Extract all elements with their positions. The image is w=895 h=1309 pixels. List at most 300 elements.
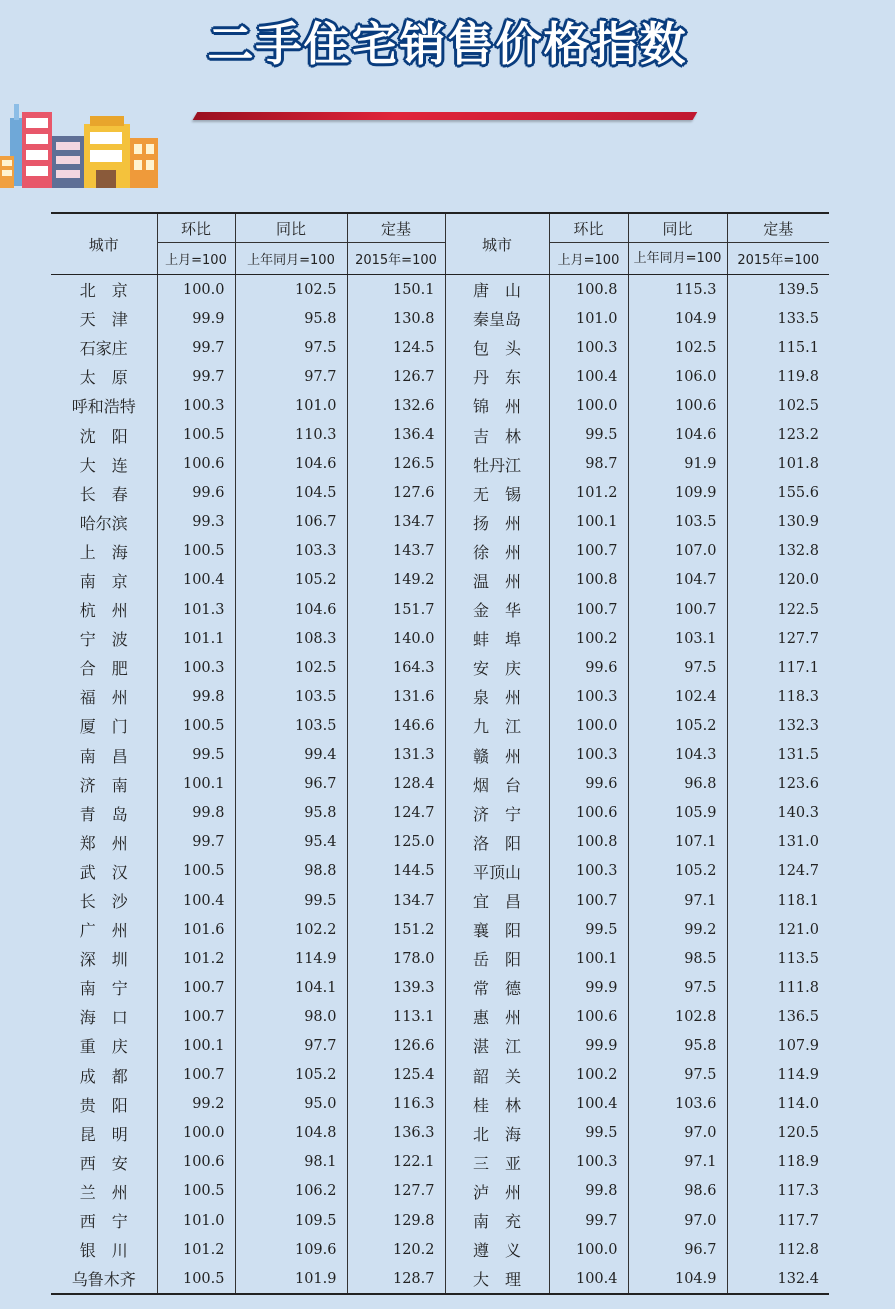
city-name-right: 惠 州 [445, 1002, 549, 1031]
yoy-value-right: 96.8 [628, 770, 727, 799]
mom-value-right: 100.4 [549, 362, 628, 391]
yoy-value-left: 108.3 [235, 624, 347, 653]
base-value-left: 151.7 [347, 595, 445, 624]
city-name-right: 包 头 [445, 333, 549, 362]
mom-value-left: 100.5 [157, 857, 235, 886]
base-value-left: 128.7 [347, 1264, 445, 1294]
mom-value-right: 99.8 [549, 1177, 628, 1206]
city-name-left: 合 肥 [79, 659, 128, 679]
mom-value-left: 99.6 [157, 479, 235, 508]
base-value-right: 131.5 [727, 741, 829, 770]
base-value-right: 113.5 [727, 944, 829, 973]
mom-value-left: 100.0 [157, 275, 235, 305]
yoy-value-left: 98.8 [235, 857, 347, 886]
yoy-value-right: 97.1 [628, 1148, 727, 1177]
base-value-left: 132.6 [347, 391, 445, 420]
subheader-yoy-left: 上年同月=100 [235, 243, 347, 275]
city-name-right: 九 江 [445, 711, 549, 740]
mom-value-left: 99.7 [157, 828, 235, 857]
city-name-left: 银 川 [79, 1241, 128, 1261]
table-row [51, 1264, 829, 1294]
city-name-left: 昆 明 [79, 1124, 128, 1144]
base-value-left: 178.0 [347, 944, 445, 973]
city-name-right: 蚌 埠 [445, 624, 549, 653]
base-value-left: 134.7 [347, 508, 445, 537]
yoy-value-right: 100.7 [628, 595, 727, 624]
mom-value-left: 101.0 [157, 1206, 235, 1235]
table-row [51, 450, 829, 479]
yoy-value-left: 102.5 [235, 275, 347, 305]
table-row [51, 799, 829, 828]
accent-divider-bar [193, 112, 698, 120]
yoy-value-right: 105.2 [628, 711, 727, 740]
table-row [51, 1061, 829, 1090]
table-row [51, 857, 829, 886]
base-value-left: 143.7 [347, 537, 445, 566]
yoy-value-left: 109.6 [235, 1235, 347, 1264]
subheader-mom-right: 上月=100 [549, 243, 628, 275]
city-name-left: 南 京 [79, 571, 128, 591]
yoy-value-left: 102.5 [235, 653, 347, 682]
base-value-right: 127.7 [727, 624, 829, 653]
city-name-right: 徐 州 [445, 537, 549, 566]
base-value-left: 149.2 [347, 566, 445, 595]
city-name-left: 贵 阳 [79, 1095, 128, 1115]
table-row [51, 624, 829, 653]
yoy-value-left: 95.8 [235, 799, 347, 828]
base-value-left: 116.3 [347, 1090, 445, 1119]
mom-value-right: 100.2 [549, 624, 628, 653]
header-mom-left: 环比 [157, 213, 235, 243]
city-name-right: 金 华 [445, 595, 549, 624]
table-row [51, 566, 829, 595]
yoy-value-left: 103.5 [235, 682, 347, 711]
city-name-left: 太 原 [79, 368, 128, 388]
yoy-value-left: 105.2 [235, 1061, 347, 1090]
base-value-left: 124.5 [347, 333, 445, 362]
base-value-right: 132.8 [727, 537, 829, 566]
base-value-left: 129.8 [347, 1206, 445, 1235]
base-value-right: 140.3 [727, 799, 829, 828]
mom-value-right: 100.1 [549, 508, 628, 537]
base-value-left: 125.0 [347, 828, 445, 857]
base-value-right: 118.1 [727, 886, 829, 915]
city-name-left: 长 春 [79, 484, 128, 504]
subheader-yoy-right: 上年同月=100 [628, 243, 727, 275]
mom-value-left: 101.1 [157, 624, 235, 653]
base-value-right: 117.7 [727, 1206, 829, 1235]
mom-value-right: 99.5 [549, 1119, 628, 1148]
city-name-right: 泉 州 [445, 682, 549, 711]
mom-value-left: 100.7 [157, 973, 235, 1002]
yoy-value-right: 104.6 [628, 420, 727, 449]
city-name-left: 重 庆 [79, 1037, 128, 1057]
mom-value-left: 100.5 [157, 420, 235, 449]
city-name-right: 襄 阳 [445, 915, 549, 944]
city-name-left: 北 京 [79, 281, 128, 301]
mom-value-right: 99.5 [549, 915, 628, 944]
yoy-value-right: 107.0 [628, 537, 727, 566]
city-name-right: 温 州 [445, 566, 549, 595]
mom-value-right: 100.6 [549, 799, 628, 828]
city-name-right: 吉 林 [445, 420, 549, 449]
table-row [51, 711, 829, 740]
city-name-right: 韶 关 [445, 1061, 549, 1090]
mom-value-left: 99.8 [157, 799, 235, 828]
yoy-value-right: 104.9 [628, 304, 727, 333]
table-row [51, 1031, 829, 1060]
yoy-value-right: 98.5 [628, 944, 727, 973]
yoy-value-right: 104.7 [628, 566, 727, 595]
yoy-value-left: 109.5 [235, 1206, 347, 1235]
base-value-right: 114.0 [727, 1090, 829, 1119]
mom-value-right: 101.0 [549, 304, 628, 333]
table-body [51, 275, 829, 1295]
table-row [51, 828, 829, 857]
mom-value-right: 100.6 [549, 1002, 628, 1031]
table-row [51, 1119, 829, 1148]
table-row [51, 741, 829, 770]
base-value-right: 118.9 [727, 1148, 829, 1177]
mom-value-right: 100.3 [549, 333, 628, 362]
yoy-value-left: 104.6 [235, 595, 347, 624]
mom-value-left: 99.2 [157, 1090, 235, 1119]
city-name-left: 兰 州 [79, 1182, 128, 1202]
header-base-right: 定基 [727, 213, 829, 243]
table-row [51, 1235, 829, 1264]
city-name-left: 石家庄 [79, 339, 128, 359]
mom-value-right: 100.3 [549, 857, 628, 886]
base-value-right: 131.0 [727, 828, 829, 857]
city-name-left: 厦 门 [79, 717, 128, 737]
city-name-left: 宁 波 [79, 630, 128, 650]
base-value-right: 117.3 [727, 1177, 829, 1206]
base-value-left: 131.3 [347, 741, 445, 770]
base-value-left: 150.1 [347, 275, 445, 305]
mom-value-left: 100.3 [157, 653, 235, 682]
yoy-value-right: 97.5 [628, 973, 727, 1002]
table-row [51, 886, 829, 915]
mom-value-left: 100.0 [157, 1119, 235, 1148]
yoy-value-left: 99.5 [235, 886, 347, 915]
yoy-value-left: 98.0 [235, 1002, 347, 1031]
base-value-left: 131.6 [347, 682, 445, 711]
city-name-left: 天 津 [79, 310, 128, 330]
city-name-left: 杭 州 [79, 601, 128, 621]
mom-value-right: 100.7 [549, 537, 628, 566]
mom-value-left: 100.4 [157, 886, 235, 915]
yoy-value-left: 104.1 [235, 973, 347, 1002]
table-row [51, 915, 829, 944]
city-name-left: 哈尔滨 [79, 513, 128, 533]
table-row [51, 304, 829, 333]
table-row [51, 770, 829, 799]
base-value-left: 126.6 [347, 1031, 445, 1060]
mom-value-left: 99.9 [157, 304, 235, 333]
table-row [51, 537, 829, 566]
mom-value-right: 99.9 [549, 1031, 628, 1060]
page-title: 二手住宅销售价格指数 [207, 17, 688, 71]
city-name-left: 上 海 [79, 542, 128, 562]
city-name-right: 扬 州 [445, 508, 549, 537]
base-value-right: 132.4 [727, 1264, 829, 1294]
mom-value-left: 100.4 [157, 566, 235, 595]
yoy-value-left: 104.8 [235, 1119, 347, 1148]
city-name-right: 宜 昌 [445, 886, 549, 915]
yoy-value-right: 97.5 [628, 653, 727, 682]
city-name-right: 北 海 [445, 1119, 549, 1148]
base-value-right: 121.0 [727, 915, 829, 944]
table-row [51, 1177, 829, 1206]
table-row [51, 391, 829, 420]
city-name-left: 大 连 [79, 455, 128, 475]
base-value-left: 127.7 [347, 1177, 445, 1206]
base-value-left: 124.7 [347, 799, 445, 828]
yoy-value-right: 115.3 [628, 275, 727, 305]
mom-value-left: 100.1 [157, 1031, 235, 1060]
base-value-right: 112.8 [727, 1235, 829, 1264]
base-value-right: 111.8 [727, 973, 829, 1002]
yoy-value-right: 103.5 [628, 508, 727, 537]
base-value-right: 139.5 [727, 275, 829, 305]
base-value-left: 113.1 [347, 1002, 445, 1031]
mom-value-right: 100.4 [549, 1090, 628, 1119]
mom-value-right: 100.0 [549, 711, 628, 740]
mom-value-left: 100.6 [157, 1148, 235, 1177]
yoy-value-right: 106.0 [628, 362, 727, 391]
city-name-left: 西 安 [79, 1153, 128, 1173]
mom-value-left: 100.5 [157, 1264, 235, 1294]
yoy-value-right: 95.8 [628, 1031, 727, 1060]
base-value-right: 155.6 [727, 479, 829, 508]
mom-value-right: 100.4 [549, 1264, 628, 1294]
city-buildings-illustration [0, 98, 170, 190]
mom-value-left: 101.6 [157, 915, 235, 944]
base-value-left: 136.4 [347, 420, 445, 449]
subheader-mom-left: 上月=100 [157, 243, 235, 275]
yoy-value-right: 107.1 [628, 828, 727, 857]
mom-value-left: 100.3 [157, 391, 235, 420]
base-value-left: 134.7 [347, 886, 445, 915]
yoy-value-left: 103.3 [235, 537, 347, 566]
city-name-right: 平顶山 [445, 857, 549, 886]
city-name-right: 遵 义 [445, 1235, 549, 1264]
base-value-right: 102.5 [727, 391, 829, 420]
yoy-value-left: 95.0 [235, 1090, 347, 1119]
mom-value-right: 100.8 [549, 275, 628, 305]
base-value-right: 132.3 [727, 711, 829, 740]
mom-value-right: 100.3 [549, 682, 628, 711]
table-row [51, 1002, 829, 1031]
yoy-value-right: 97.1 [628, 886, 727, 915]
yoy-value-right: 99.2 [628, 915, 727, 944]
base-value-left: 140.0 [347, 624, 445, 653]
yoy-value-right: 102.5 [628, 333, 727, 362]
city-name-right: 秦皇岛 [445, 304, 549, 333]
header-city-left: 城市 [51, 213, 157, 275]
subheader-base-right: 2015年=100 [727, 243, 829, 275]
yoy-value-left: 97.7 [235, 1031, 347, 1060]
city-name-right: 赣 州 [445, 741, 549, 770]
city-name-right: 烟 台 [445, 770, 549, 799]
city-name-left: 成 都 [79, 1066, 128, 1086]
mom-value-right: 100.0 [549, 1235, 628, 1264]
city-name-right: 桂 林 [445, 1090, 549, 1119]
mom-value-left: 99.7 [157, 333, 235, 362]
base-value-right: 130.9 [727, 508, 829, 537]
city-name-right: 泸 州 [445, 1177, 549, 1206]
yoy-value-left: 99.4 [235, 741, 347, 770]
base-value-left: 126.7 [347, 362, 445, 391]
city-name-left: 南 昌 [79, 746, 128, 766]
yoy-value-right: 98.6 [628, 1177, 727, 1206]
base-value-left: 164.3 [347, 653, 445, 682]
city-name-right: 南 充 [445, 1206, 549, 1235]
mom-value-right: 100.8 [549, 566, 628, 595]
city-name-right: 牡丹江 [445, 450, 549, 479]
yoy-value-left: 102.2 [235, 915, 347, 944]
base-value-right: 107.9 [727, 1031, 829, 1060]
city-name-left: 深 圳 [79, 950, 128, 970]
mom-value-right: 100.3 [549, 1148, 628, 1177]
base-value-right: 101.8 [727, 450, 829, 479]
header-yoy-left: 同比 [235, 213, 347, 243]
table-row [51, 275, 829, 305]
yoy-value-left: 104.6 [235, 450, 347, 479]
base-value-left: 128.4 [347, 770, 445, 799]
city-name-right: 三 亚 [445, 1148, 549, 1177]
mom-value-left: 100.6 [157, 450, 235, 479]
yoy-value-left: 95.4 [235, 828, 347, 857]
mom-value-left: 99.7 [157, 362, 235, 391]
yoy-value-left: 106.7 [235, 508, 347, 537]
yoy-value-right: 104.3 [628, 741, 727, 770]
base-value-left: 127.6 [347, 479, 445, 508]
city-name-right: 无 锡 [445, 479, 549, 508]
mom-value-left: 101.2 [157, 944, 235, 973]
mom-value-left: 101.3 [157, 595, 235, 624]
base-value-right: 120.0 [727, 566, 829, 595]
city-name-left: 长 沙 [79, 892, 128, 912]
base-value-right: 122.5 [727, 595, 829, 624]
base-value-left: 151.2 [347, 915, 445, 944]
mom-value-left: 101.2 [157, 1235, 235, 1264]
table-row [51, 682, 829, 711]
table-row [51, 333, 829, 362]
header-mom-right: 环比 [549, 213, 628, 243]
yoy-value-left: 101.9 [235, 1264, 347, 1294]
base-value-left: 120.2 [347, 1235, 445, 1264]
table-row [51, 1090, 829, 1119]
city-name-left: 青 岛 [79, 804, 128, 824]
city-name-right: 唐 山 [445, 275, 549, 305]
yoy-value-left: 114.9 [235, 944, 347, 973]
table-row [51, 362, 829, 391]
table-row [51, 420, 829, 449]
city-name-left: 济 南 [79, 775, 128, 795]
table-row [51, 595, 829, 624]
mom-value-left: 100.5 [157, 711, 235, 740]
price-index-table [51, 212, 829, 1295]
yoy-value-right: 102.8 [628, 1002, 727, 1031]
yoy-value-left: 98.1 [235, 1148, 347, 1177]
mom-value-right: 100.2 [549, 1061, 628, 1090]
yoy-value-left: 101.0 [235, 391, 347, 420]
mom-value-left: 99.3 [157, 508, 235, 537]
city-name-right: 常 德 [445, 973, 549, 1002]
city-name-right: 岳 阳 [445, 944, 549, 973]
yoy-value-left: 104.5 [235, 479, 347, 508]
table-row [51, 973, 829, 1002]
yoy-value-left: 96.7 [235, 770, 347, 799]
header-base-left: 定基 [347, 213, 445, 243]
yoy-value-right: 96.7 [628, 1235, 727, 1264]
mom-value-right: 100.0 [549, 391, 628, 420]
mom-value-right: 99.5 [549, 420, 628, 449]
base-value-left: 146.6 [347, 711, 445, 740]
base-value-right: 117.1 [727, 653, 829, 682]
city-name-right: 湛 江 [445, 1031, 549, 1060]
yoy-value-right: 105.9 [628, 799, 727, 828]
base-value-right: 136.5 [727, 1002, 829, 1031]
base-value-right: 133.5 [727, 304, 829, 333]
base-value-right: 123.6 [727, 770, 829, 799]
base-value-left: 139.3 [347, 973, 445, 1002]
city-name-right: 丹 东 [445, 362, 549, 391]
mom-value-right: 98.7 [549, 450, 628, 479]
base-value-right: 115.1 [727, 333, 829, 362]
yoy-value-right: 103.6 [628, 1090, 727, 1119]
mom-value-right: 99.9 [549, 973, 628, 1002]
yoy-value-right: 104.9 [628, 1264, 727, 1294]
city-name-right: 济 宁 [445, 799, 549, 828]
city-name-right: 锦 州 [445, 391, 549, 420]
yoy-value-left: 103.5 [235, 711, 347, 740]
mom-value-right: 100.3 [549, 741, 628, 770]
city-name-right: 大 理 [445, 1264, 549, 1294]
yoy-value-left: 97.7 [235, 362, 347, 391]
city-name-left: 武 汉 [79, 862, 128, 882]
table-row [51, 653, 829, 682]
city-name-right: 安 庆 [445, 653, 549, 682]
yoy-value-right: 97.0 [628, 1206, 727, 1235]
mom-value-left: 99.5 [157, 741, 235, 770]
yoy-value-right: 100.6 [628, 391, 727, 420]
yoy-value-left: 110.3 [235, 420, 347, 449]
table-row [51, 1206, 829, 1235]
city-name-right: 洛 阳 [445, 828, 549, 857]
mom-value-right: 100.7 [549, 886, 628, 915]
yoy-value-right: 105.2 [628, 857, 727, 886]
mom-value-right: 100.7 [549, 595, 628, 624]
city-name-left: 沈 阳 [79, 426, 128, 446]
base-value-right: 118.3 [727, 682, 829, 711]
table-row [51, 508, 829, 537]
yoy-value-right: 91.9 [628, 450, 727, 479]
yoy-value-right: 97.5 [628, 1061, 727, 1090]
base-value-left: 144.5 [347, 857, 445, 886]
yoy-value-left: 105.2 [235, 566, 347, 595]
mom-value-right: 99.7 [549, 1206, 628, 1235]
yoy-value-left: 95.8 [235, 304, 347, 333]
base-value-left: 126.5 [347, 450, 445, 479]
yoy-value-right: 103.1 [628, 624, 727, 653]
base-value-right: 119.8 [727, 362, 829, 391]
city-name-left: 南 宁 [79, 979, 128, 999]
mom-value-right: 99.6 [549, 653, 628, 682]
base-value-right: 123.2 [727, 420, 829, 449]
city-name-left: 广 州 [79, 921, 128, 941]
